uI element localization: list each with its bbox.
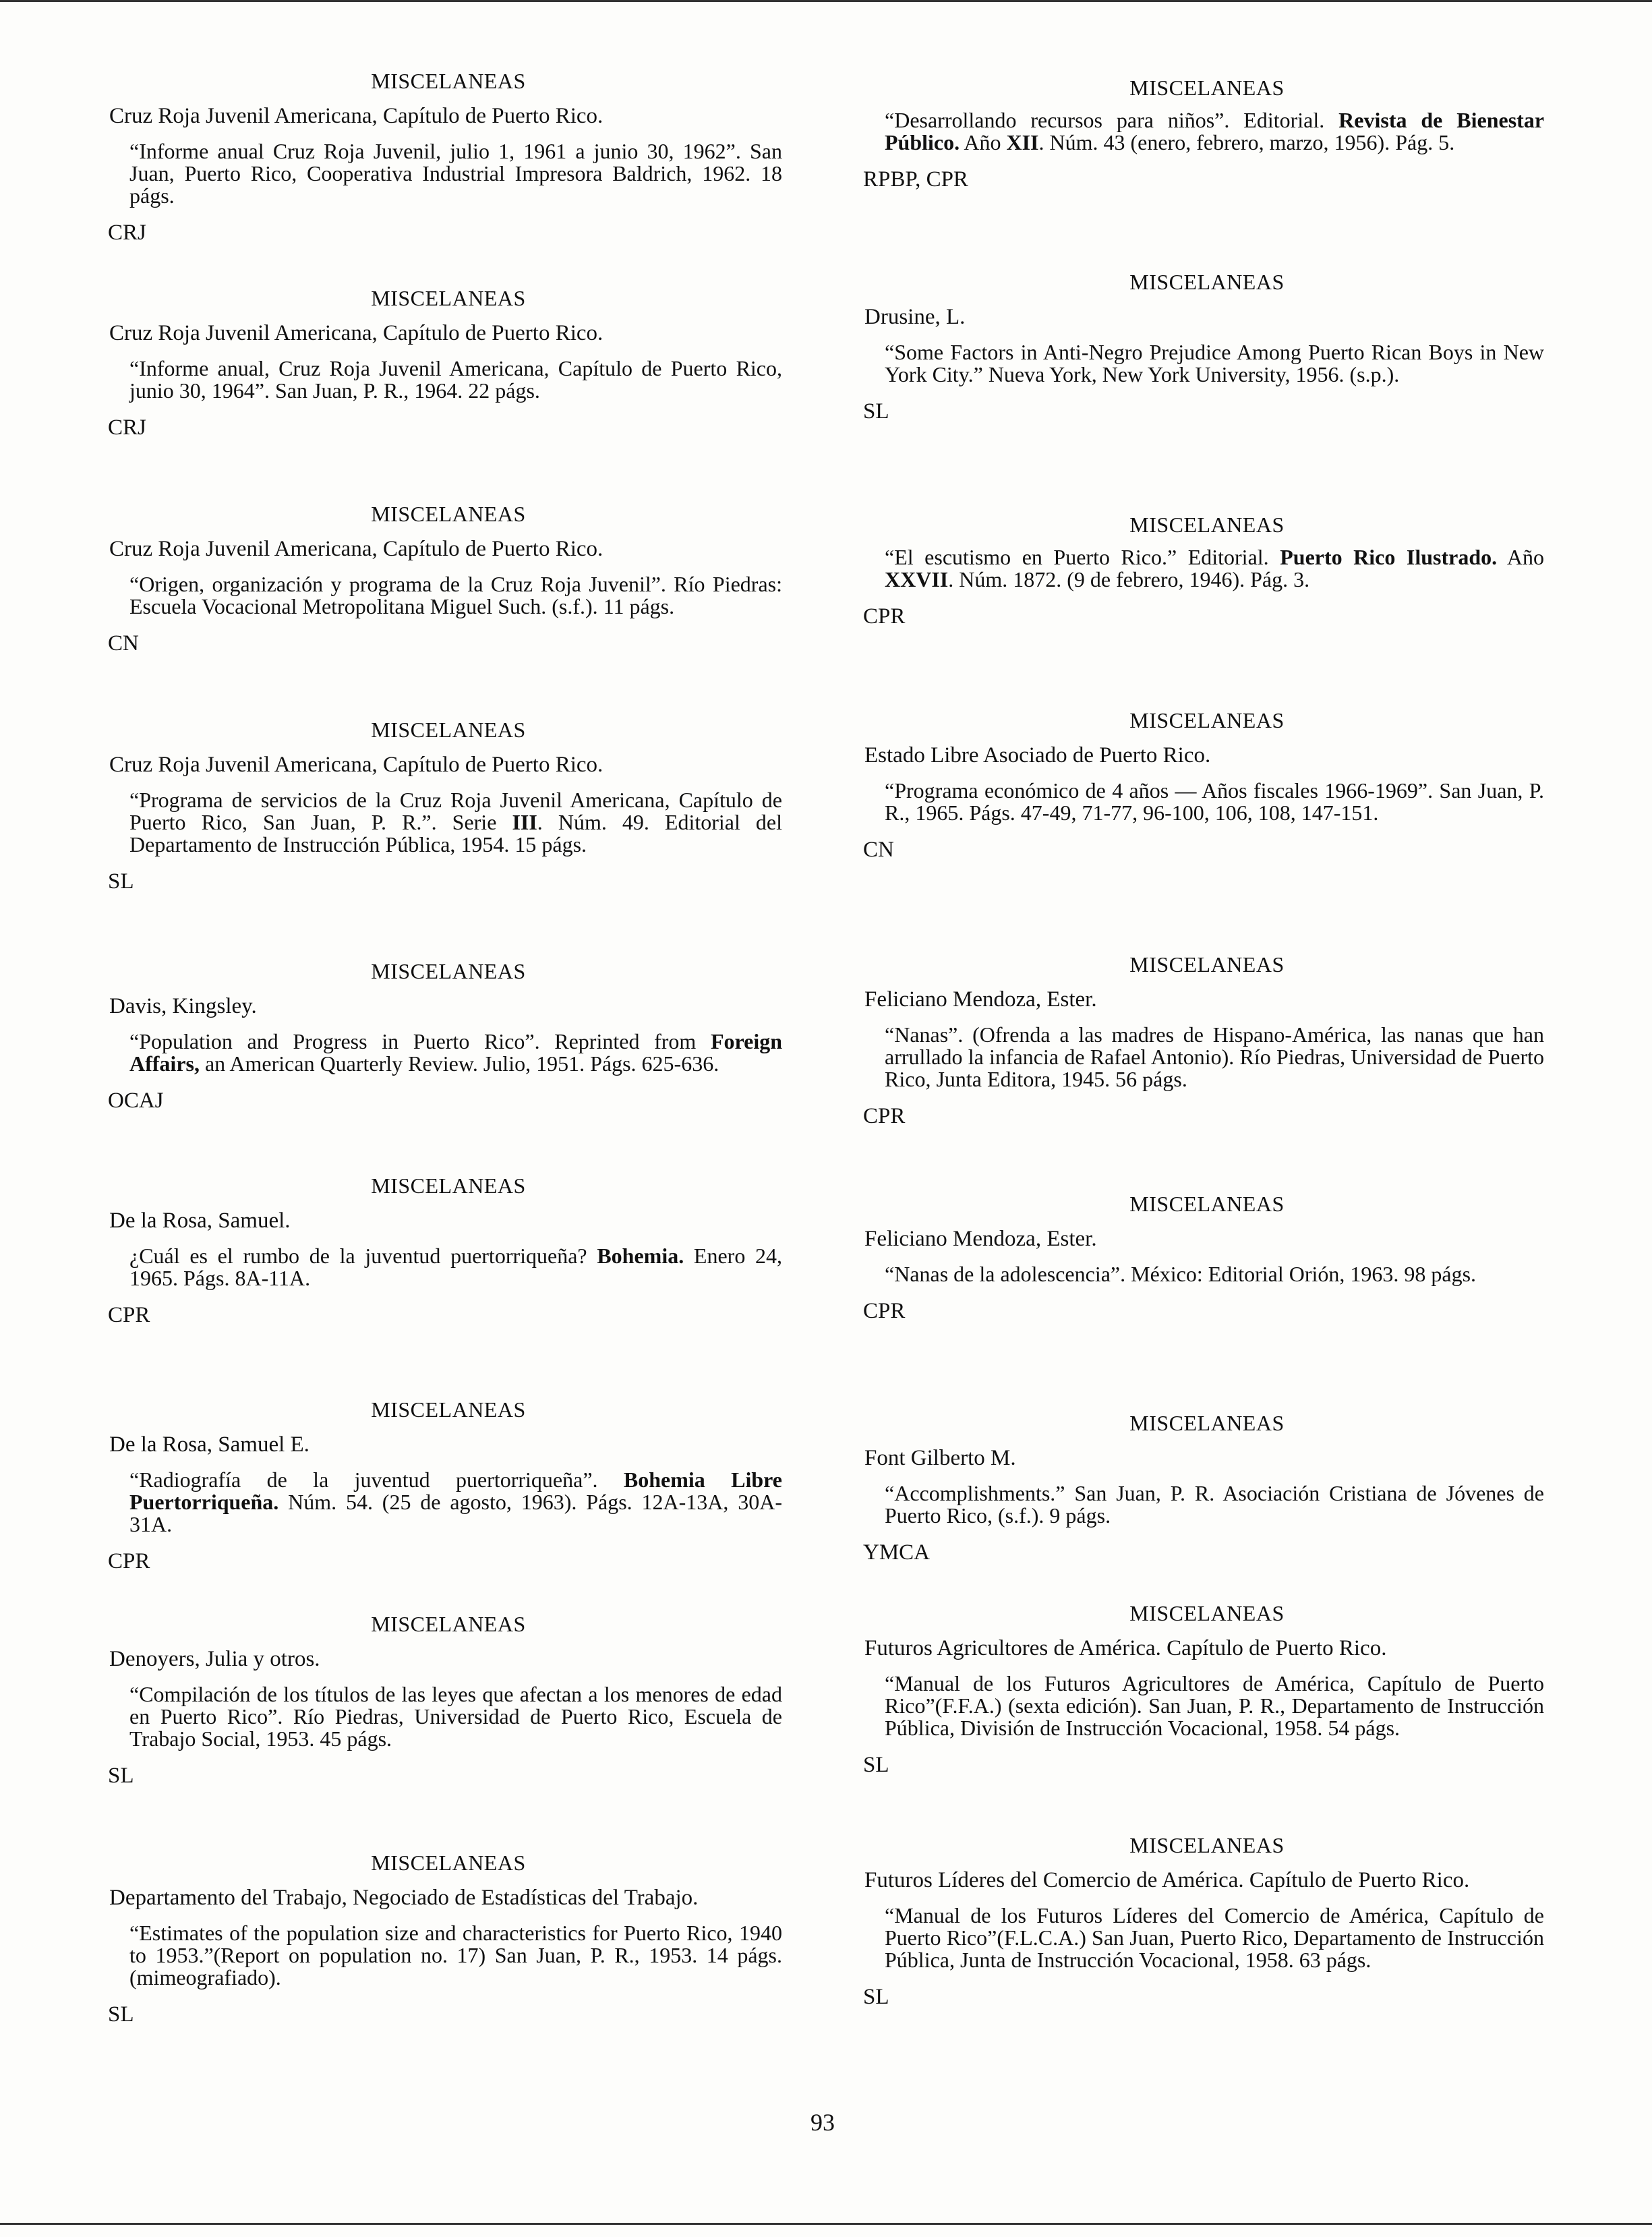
citation-text (1324, 108, 1338, 132)
section-heading: MISCELANEAS (371, 286, 526, 310)
entry-citation (129, 789, 782, 856)
entry-citation (129, 357, 782, 402)
citation-bold-text: Bohemia Libre Puertorriqueña. (129, 1468, 782, 1514)
entry-author: Denoyers, Julia y otros. (109, 1647, 320, 1671)
section-heading: MISCELANEAS (1129, 513, 1285, 537)
citation-text: . Núm. 49. Editorial del Departamento de Instrucción Pública, 1954. 15 págs. (129, 810, 783, 856)
section-heading: MISCELANEAS (1129, 1601, 1285, 1625)
library-code: YMCA (863, 1540, 931, 1565)
section-heading: MISCELANEAS (371, 718, 526, 742)
citation-text: “Some Factors in Anti-Negro Prejudice Among Puerto Rican Boys in New York City.” Nueva York, New York University, 1956. (s.p.). (885, 340, 1544, 386)
entry-author: Font Gilberto M. (864, 1446, 1016, 1470)
citation-text: “Informe anual Cruz Roja Juvenil, julio 1, 1961 a junio 30, 1962”. San Juan, Puerto Rico, Cooperativa Industrial Impresora Baldrich, 1962. 18 págs. (129, 139, 782, 208)
entry-citation (885, 1263, 1544, 1285)
entry-citation (885, 546, 1544, 591)
citation-text (1269, 545, 1280, 569)
section-heading: MISCELANEAS (371, 502, 526, 526)
page-number: 93 (810, 2109, 835, 2136)
citation-bold-text: Puerto Rico Ilustrado. (1280, 545, 1498, 569)
section-heading: MISCELANEAS (371, 1397, 526, 1422)
bibliography-entry (101, 1172, 796, 1329)
bibliography-entry (101, 1610, 796, 1789)
citation-text: . Núm. 1872. (9 de febrero, 1946). Pág. 3. (948, 567, 1310, 591)
section-heading: MISCELANEAS (1129, 1833, 1285, 1857)
entry-author: Cruz Roja Juvenil Americana, Capítulo de Puerto Rico. (109, 537, 603, 561)
library-code: CRJ (108, 415, 146, 440)
entry-author: De la Rosa, Samuel E. (109, 1432, 309, 1457)
citation-text: Enero 24, 1965. Págs. 8A-11A. (129, 1244, 783, 1290)
entry-citation (129, 1683, 782, 1750)
citation-text: ¿Cuál es el rumbo de la juventud puertorriqueña? (129, 1244, 597, 1268)
entry-author: De la Rosa, Samuel. (109, 1209, 291, 1233)
section-heading: MISCELANEAS (1129, 270, 1285, 294)
bibliography-entry (101, 285, 796, 441)
library-code: OCAJ (108, 1088, 164, 1113)
entry-citation (885, 780, 1544, 824)
section-heading: MISCELANEAS (371, 1173, 526, 1198)
section-heading: MISCELANEAS (1129, 76, 1285, 100)
bibliography-entry (101, 67, 796, 246)
citation-text: Núm. 54. (25 de agosto, 1963). Págs. 12A-13A, 30A-31A. (129, 1490, 782, 1536)
bibliography-entry (101, 1396, 796, 1575)
bibliography-entry (101, 958, 796, 1114)
entry-author: Cruz Roja Juvenil Americana, Capítulo de Puerto Rico. (109, 753, 603, 777)
library-code: CN (108, 631, 139, 656)
library-code: CPR (863, 1299, 906, 1323)
citation-text: Año (1497, 545, 1545, 569)
library-code: SL (863, 1753, 889, 1777)
citation-text: “Nanas de la adolescencia”. México: Editorial Orión, 1963. 98 págs. (885, 1262, 1477, 1286)
bibliography-entry (856, 1832, 1558, 2010)
library-code: CN (863, 838, 894, 862)
entry-author: Drusine, L. (864, 305, 966, 329)
citation-bold-text: XXVII (885, 567, 949, 591)
citation-text: “Nanas”. (Ofrenda a las madres de Hispano-América, las nanas que han arrullado la infancia de Rafael Antonio). Río Piedras, Universidad de Puerto Rico, Junta Editora, 1945. 56 págs. (885, 1022, 1544, 1091)
entry-citation (885, 109, 1544, 154)
citation-bold-text: XII (1006, 130, 1039, 154)
entry-author: Futuros Agricultores de América. Capítulo de Puerto Rico. (864, 1636, 1387, 1660)
entry-citation (129, 1922, 782, 1989)
library-code: SL (863, 1985, 889, 2009)
entry-citation (129, 573, 782, 618)
citation-text: “Manual de los Futuros Líderes del Comercio de América, Capítulo de Puerto Rico”(F.L.C.A.) San Juan, Puerto Rico, Departamento de Instrucción Pública, Junta de Instrucción Vocacional, 1958. 63 págs. (885, 1903, 1544, 1972)
citation-text: “El escutismo en Puerto Rico.” Editorial. (885, 545, 1269, 569)
entry-author: Davis, Kingsley. (109, 994, 257, 1018)
section-heading: MISCELANEAS (1129, 1411, 1285, 1435)
entry-citation (129, 1030, 782, 1075)
citation-text: “Population and Progress in Puerto Rico”. Reprinted from (129, 1029, 711, 1053)
bibliography-entry (856, 1600, 1558, 1778)
citation-text: . Núm. 43 (enero, febrero, marzo, 1956). Pág. 5. (1038, 130, 1455, 154)
section-heading: MISCELANEAS (371, 959, 526, 983)
citation-bold-text: Bohemia. (597, 1244, 684, 1268)
library-code: CPR (108, 1549, 150, 1573)
entry-author: Departamento del Trabajo, Negociado de Estadísticas del Trabajo. (109, 1886, 699, 1910)
citation-text: Año (960, 130, 1007, 154)
citation-text: “Programa económico de 4 años — Años fiscales 1966-1969”. San Juan, P. R., 1965. Págs. 47-49, 71-77, 96-100, 106, 108, 147-151. (885, 778, 1544, 825)
citation-text: “Desarrollando recursos para niños”. Editorial. (885, 108, 1325, 132)
section-heading: MISCELANEAS (371, 69, 526, 93)
bibliography-entry (856, 268, 1558, 425)
entry-author: Feliciano Mendoza, Ester. (864, 1227, 1097, 1251)
citation-text: “Estimates of the population size and characteristics for Puerto Rico, 1940 to 1953.”(Report on population no. 17) San Juan, P. R., 1953. 14 págs. (mimeografiado). (129, 1921, 782, 1989)
citation-text: “Manual de los Futuros Agricultores de América, Capítulo de Puerto Rico”(F.F.A.) (sexta edición). San Juan, P. R., Departamento de Instrucción Pública, División de Instrucción Vocacional, 1958. 54 págs. (885, 1671, 1544, 1740)
citation-bold-text: Foreign Affairs, (129, 1029, 782, 1076)
bibliography-entry (101, 716, 796, 895)
library-code: SL (108, 869, 134, 894)
citation-text: “Compilación de los títulos de las leyes que afectan a los menores de edad en Puerto Rico”. Río Piedras, Universidad de Puerto Rico, Escuela de Trabajo Social, 1953. 45 págs. (129, 1682, 782, 1751)
citation-text: “Origen, organización y programa de la Cruz Roja Juvenil”. Río Piedras: Escuela Vocacional Metropolitana Miguel Such. (s.f.). 11 págs. (129, 572, 782, 618)
citation-text: “Programa de servicios de la Cruz Roja Juvenil Americana, Capítulo de Puerto Rico, San Juan, P. R.”. Serie (129, 788, 782, 834)
entry-citation (129, 140, 782, 207)
entry-author: Cruz Roja Juvenil Americana, Capítulo de Puerto Rico. (109, 104, 603, 128)
entry-citation (885, 341, 1544, 386)
bibliography-entry (856, 1410, 1558, 1566)
entry-citation (885, 1673, 1544, 1739)
entry-author: Estado Libre Asociado de Puerto Rico. (864, 743, 1211, 767)
section-heading: MISCELANEAS (371, 1612, 526, 1636)
section-heading: MISCELANEAS (371, 1851, 526, 1875)
library-code: CPR (108, 1303, 150, 1327)
library-code: SL (863, 399, 889, 424)
bibliography-entry (856, 511, 1558, 630)
section-heading: MISCELANEAS (1129, 1192, 1285, 1216)
library-code: RPBP, CPR (863, 167, 968, 192)
citation-text: “Accomplishments.” San Juan, P. R. Asociación Cristiana de Jóvenes de Puerto Rico, (s.f.). 9 págs. (885, 1481, 1544, 1528)
bibliography-entry (856, 951, 1558, 1130)
entry-author: Feliciano Mendoza, Ester. (864, 987, 1097, 1012)
bibliography-entry (101, 1849, 796, 2028)
library-code: CRJ (108, 221, 146, 245)
entry-citation (885, 1024, 1544, 1091)
bibliography-entry (101, 500, 796, 657)
bottom-rule (0, 2223, 1652, 2225)
library-code: SL (108, 2002, 134, 2027)
citation-text: an American Quarterly Review. Julio, 1951. Págs. 625-636. (199, 1051, 719, 1076)
entry-citation (129, 1245, 782, 1289)
citation-bold-text: III (512, 810, 537, 834)
entry-citation (885, 1482, 1544, 1527)
bibliography-entry (856, 707, 1558, 863)
entry-citation (885, 1905, 1544, 1971)
top-rule (0, 0, 1652, 2)
library-code: CPR (863, 604, 906, 629)
citation-bold-text: Revista de Bienestar Público. (885, 108, 1545, 154)
citation-text: “Informe anual, Cruz Roja Juvenil Americana, Capítulo de Puerto Rico, junio 30, 1964”. San Juan, P. R., 1964. 22 págs. (129, 356, 782, 403)
section-heading: MISCELANEAS (1129, 952, 1285, 977)
bibliography-entry (856, 74, 1558, 193)
entry-author: Cruz Roja Juvenil Americana, Capítulo de Puerto Rico. (109, 321, 603, 345)
citation-text: “Radiografía de la juventud puertorriqueña”. (129, 1468, 624, 1492)
entry-citation (129, 1469, 782, 1536)
section-heading: MISCELANEAS (1129, 708, 1285, 732)
library-code: CPR (863, 1104, 906, 1128)
bibliography-entry (856, 1190, 1558, 1325)
library-code: SL (108, 1764, 134, 1788)
entry-author: Futuros Líderes del Comercio de América. Capítulo de Puerto Rico. (864, 1868, 1470, 1892)
